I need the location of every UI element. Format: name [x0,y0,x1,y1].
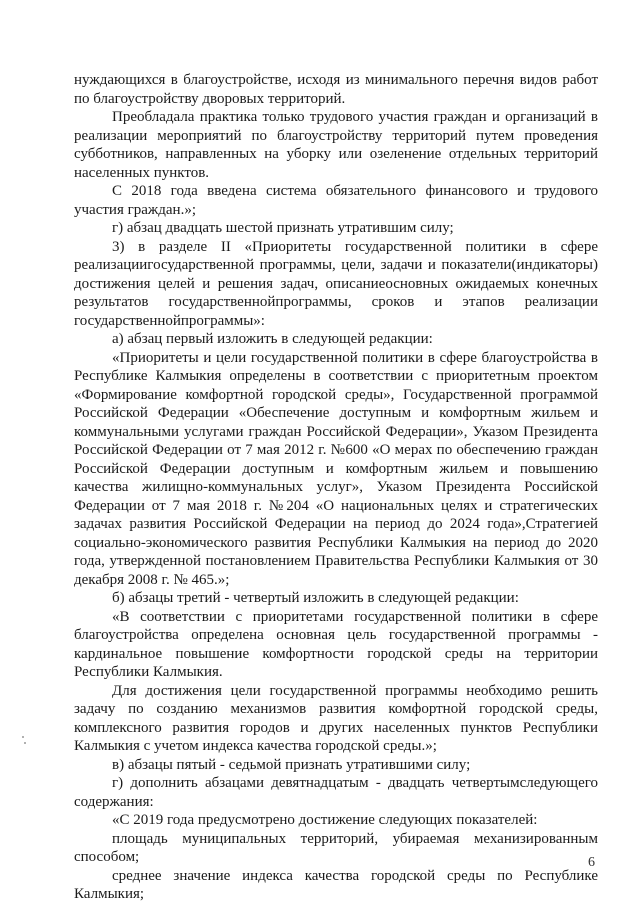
paragraph-4 [74,219,598,238]
paragraph-10 [74,682,598,756]
text-line: достижения целей и решения задач, описаниеосновных ожидаемых конечных [74,275,598,292]
paragraph-13 [74,811,598,830]
paragraph-15 [74,867,598,904]
text-line: площадь муниципальных территорий, убираемая механизированным [112,830,598,847]
text-line: Калмыкия с учетом индекса качества городской среды.»; [74,738,437,754]
text-line: Российской Федерации «Обеспечение доступным и комфортным жильем и [74,405,598,421]
text-line: «С 2019 года предусмотрено достижение следующих показателей: [112,812,538,828]
text-line: Для достижения цели государственной программы необходимо решить [112,682,598,699]
text-line: реализациигосударственной программы, цели, задачи и показатели(индикаторы) [74,257,598,273]
text-line: Преобладала практика только трудового участия граждан и организаций в [112,109,598,125]
text-line: «Приоритеты и цели государственной политики в сфере благоустройства в [112,349,598,366]
text-line: Республики Калмыкия. [74,664,223,680]
paragraph-9 [74,608,598,682]
paragraph-2 [74,108,598,182]
text-line: по благоустройству дворовых территорий. [74,90,346,107]
text-line: года, утвержденной постановлением Правительства Республики Калмыкия от 30 [74,553,598,569]
text-line: декабря 2008 г. № 465.»; [74,571,230,588]
text-line: кардинальное повышение комфортности городской среды на территории [74,645,598,662]
text-line: благоустройства определена основная цель государственной программы - [74,627,598,643]
text-line: населенных пунктов. [74,164,210,181]
text-line: комплексного развития городов и других населенных пунктов Республики [74,719,598,736]
text-line: социально-экономического развития Республики Калмыкия на период до 2020 [74,534,598,551]
paragraph-11 [74,756,598,775]
text-line: в) абзацы пятый - седьмой признать утратившими силу; [112,756,471,773]
text-line: качества жилищно-коммунальных услуг», Указом Президента Российской [74,479,598,495]
text-line: способом; [74,849,140,865]
text-line: Российской Федерации от 7 мая 2012 г. №600 «О мерах по обеспечению граждан [74,442,598,458]
scan-speck [24,742,26,744]
text-line: результатов государственнойпрограммы, сроков и этапов реализации [74,294,598,310]
text-line: Федерации от 7 мая 2018 г. №204 «О национальных целях и стратегических [74,497,598,514]
text-line: содержания: [74,793,154,810]
text-line: Республике Калмыкия определены в соответствии с приоритетным проектом [74,368,598,384]
text-line: субботников, направленных на уборку или озеленение отдельных территорий [74,146,598,162]
text-line: 3) в разделе II «Приоритеты государственной политики в сфере [112,238,598,255]
paragraph-3 [74,182,598,219]
text-line: С 2018 года введена система обязательного финансового и трудового [112,183,598,199]
text-line: «В соответствии с приоритетами государственной политики в сфере [112,608,598,625]
text-line: г) абзац двадцать шестой признать утратившим силу; [112,220,454,236]
scan-speck [22,736,24,738]
text-line: задачу по созданию механизмов развития комфортной городской среды, [74,701,598,717]
paragraph-5 [74,238,598,331]
paragraph-8 [74,589,598,608]
page-number: 6 [588,855,595,870]
text-line: а) абзац первый изложить в следующей редакции: [112,331,433,347]
text-line: реализации мероприятий по благоустройству территорий путем проведения [74,127,598,144]
text-line: среднее значение индекса качества городской среды по Республике [112,867,598,884]
text-line: государственнойпрограммы»: [74,312,265,329]
paragraph-12 [74,774,598,811]
text-line: задачах развития Российской Федерации на период до 2024 года»,Стратегией [74,516,598,532]
paragraph-14 [74,830,598,867]
text-line: г) дополнить абзацами девятнадцатым - двадцать четвертымследующего [112,775,598,791]
text-line: Российской Федерации доступным и комфортным жильем и повышению [74,460,598,477]
text-line: б) абзацы третий - четвертый изложить в следующей редакции: [112,590,519,606]
text-line: Калмыкия; [74,886,145,902]
text-line: коммунальными услугами граждан Российской Федерации», Указом Президента [74,423,598,440]
paragraph-6 [74,330,598,349]
text-line: нуждающихся в благоустройстве, исходя из минимального перечня видов работ [74,72,598,88]
text-line: участия граждан.»; [74,201,196,218]
paragraph-7 [74,349,598,590]
document-body [74,71,598,904]
text-line: «Формирование комфортной городской среды», Государственной программой [74,386,598,403]
paragraph-1 [74,71,598,108]
